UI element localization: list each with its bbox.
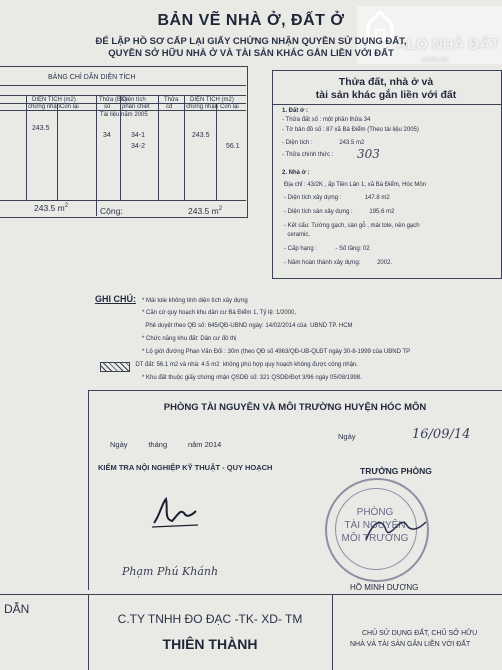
house-item-3: - Diện tích sàn xây dựng : 195.6 m2	[284, 209, 395, 215]
header-remaining-right: Còn lại	[220, 104, 239, 110]
left-fragment: DẪN	[4, 602, 30, 616]
header-remaining: Còn lại	[60, 104, 79, 110]
header-certified: chứng nhận	[28, 104, 61, 110]
row-sub-parcel-1: 34-1	[131, 132, 146, 139]
land-item-2: - Tờ bản đồ số : 87 xã Bà Điểm (Theo tài liệu 2005)	[282, 127, 419, 133]
document-subtitle-line1: ĐỂ LẬP HỒ SƠ CẤP LẠI GIẤY CHỨNG NHẬN QUYỀN SỬ DỤNG ĐẤT,	[95, 36, 407, 47]
hatch-legend-icon	[100, 362, 130, 372]
header-parcel-bk: Thửa (BK)	[99, 97, 128, 103]
row-remaining: 56.1	[226, 143, 240, 150]
house-item-6: - Cấp hạng : - Số tầng: 02	[284, 246, 370, 252]
parcel-box-title-2: tài sản khác gắn liền với đất	[315, 89, 457, 101]
total-label: Cộng:	[100, 206, 123, 216]
house-item-5: ceramic.	[284, 232, 311, 238]
area-table	[0, 66, 248, 218]
document-subtitle-line2: QUYỀN SỞ HỮU NHÀ Ở VÀ TÀI SẢN KHÁC GẮN LIỀN VỚI ĐẤT	[108, 48, 394, 59]
header-area: DIỆN TÍCH (m2)	[32, 97, 76, 103]
house-heading: 2. Nhà ở :	[282, 170, 310, 176]
header-parcel: Thửa	[164, 97, 179, 103]
office-name: PHÒNG TÀI NGUYÊN VÀ MÔI TRƯỜNG HUYỆN HÓC MÔN	[163, 402, 427, 413]
house-item-4: - Kết cấu: Tường gạch, sàn gỗ , mái tole, nền gạch	[284, 223, 420, 229]
date-right-label: Ngày	[338, 432, 356, 441]
note-3: Phê duyệt theo QĐ số: 645/QĐ-UBND ngày: 14/02/2014 của UBND TP. HCM	[142, 323, 353, 329]
date-left: Ngày tháng năm 2014	[110, 440, 222, 449]
note-7: * Khu đất thuộc giấy chứng nhận QSDĐ số: 321 QSDĐ/Đợt 3/96 ngày 05/08/1998.	[142, 375, 362, 381]
owner-line1: CHỦ SỬ DỤNG ĐẤT, CHỦ SỞ HỮU	[362, 630, 478, 637]
head-title: TRƯỞNG PHÒNG	[360, 466, 432, 476]
row-sub-parcel-2: 34-2	[131, 143, 146, 150]
company-line2: THIÊN THÀNH	[162, 636, 258, 652]
house-item-2: - Diện tích xây dựng : 147.8 m2	[284, 195, 390, 201]
header-certified-right: chứng nhận	[186, 104, 219, 110]
inspection-title: KIỂM TRA NỘI NGHIỆP KỸ THUẬT - QUY HOẠCH	[98, 463, 273, 472]
document-title: BẢN VẼ NHÀ Ở, ĐẤT Ở	[157, 12, 345, 29]
official-parcel-number: 303	[357, 147, 380, 161]
watermark-url: .com.vn	[420, 55, 449, 64]
house-item-1: Địa chỉ : 43/2K , ấp Tiền Lân 1, xã Bà Điểm, Hóc Môn	[284, 182, 427, 188]
land-heading: 1. Đất ở :	[282, 108, 308, 114]
stamp-text-2: TÀI NGUYÊN	[344, 520, 406, 531]
note-4: * Chức năng khu đất: Dân cư đô thị	[142, 336, 237, 342]
note-2: * Căn cứ quy hoạch khu dân cư Bà Điểm 1, Tỷ lệ: 1/2000,	[142, 310, 297, 316]
parcel-box-title-1: Thửa đất, nhà ở và	[338, 76, 434, 88]
header-area-right: DIỆN TÍCH (m2)	[190, 97, 234, 103]
stamp-text-3: MÔI TRƯỜNG	[341, 533, 409, 544]
head-signature	[360, 510, 430, 550]
land-item-1: - Thửa đất số : một phần thửa 34	[282, 117, 371, 123]
row-area: 243.5	[32, 125, 50, 132]
area-table-title: BẢNG CHỈ DẪN DIỆN TÍCH	[48, 74, 136, 81]
notes-heading: GHI CHÚ:	[95, 294, 136, 304]
watermark-brand: ALO NHÀ ĐẤT	[396, 36, 500, 53]
note-5: * Lộ giới đường Phan Văn Đối : 30m (theo QĐ số 4963/QĐ-UB-QLĐT ngày 30-8-1999 của UBND TP	[142, 349, 411, 355]
header-document-year: Tài liệu năm 2005	[100, 112, 148, 118]
owner-line2: NHÀ VÀ TÀI SẢN GẮN LIỀN VỚI ĐẤT	[350, 641, 471, 648]
row-parcel: 34	[103, 132, 111, 139]
head-name: HỒ MINH DƯƠNG	[350, 583, 419, 592]
company-line1: C.TY TNHH ĐO ĐẠC -TK- XD- TM	[117, 612, 303, 626]
row-area-2: 243.5	[192, 132, 210, 139]
stamp-text-1: PHÒNG	[356, 507, 394, 518]
header-cd: cđ	[166, 104, 173, 110]
house-item-7: - Năm hoàn thành xây dựng: 2002.	[284, 260, 393, 266]
land-item-3: - Diện tích : 243.5 m2	[282, 140, 365, 146]
inspector-name: Phạm Phú Khánh	[122, 565, 219, 578]
header-number: số	[104, 104, 111, 110]
inspector-signature	[150, 495, 200, 531]
note-1: * Mái tole không tính diện tích xây dựng	[142, 298, 248, 304]
total-left: 243.5 $m^2$	[34, 203, 69, 213]
total-right: 243.5 $m^2$	[188, 206, 223, 216]
note-6: DT đất: 56.1 m2 và nhà: 4.5 m2 không phù hợp quy hoạch không được công nhận.	[132, 362, 358, 368]
date-right-handwritten: 16/09/14	[412, 427, 471, 442]
land-item-4: - Thửa chính thức :	[282, 152, 334, 158]
header-split-area: Diện tích phân chiết	[122, 97, 150, 110]
